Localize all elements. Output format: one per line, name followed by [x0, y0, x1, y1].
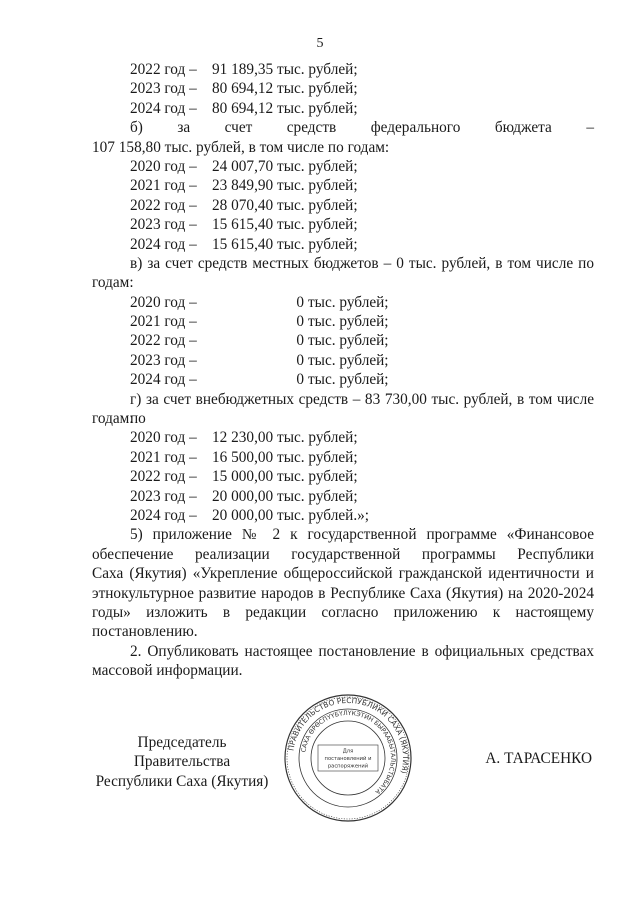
item-5-paragraph: 5) приложение № 2 к государственной программе «Финансовое обеспечение реализации государственной программы Республики Саха (Якутия) «Укрепление общероссийской гражданской идентичности и этнокультурное развитие народов в Республике Саха (Якутия) на 2020-2024 годы» изложить в редакции согласно приложению к настоящему постановлению.	[92, 526, 594, 641]
year-row: 2020 год – 24 007,70 тыс. рублей;	[130, 157, 358, 175]
document-body	[92, 60, 594, 681]
year-row: 2021 год – 0 тыс. рублей;	[130, 313, 389, 331]
seal-center-line3: распоряжений	[327, 763, 369, 770]
seal-outer-text: ПРАВИТЕЛЬСТВО РЕСПУБЛИКИ САХА (ЯКУТИЯ)	[286, 695, 411, 775]
federal-budget-paragraph: б) за счет средств федерального бюджета – 107 158,80 тыс. рублей, в том числе по годам:	[92, 119, 594, 156]
page-number: 5	[316, 36, 324, 51]
year-row: 2022 год – 91 189,35 тыс. рублей;	[130, 61, 358, 78]
item-2-paragraph: 2. Опубликовать настоящее постановление в официальных средствах массовой информации.	[92, 642, 594, 680]
funding-block-top	[92, 60, 594, 118]
funding-block-extra	[92, 428, 594, 525]
extrabudget-paragraph: г) за счет внебюджетных средств – 83 730,00 тыс. рублей, в том числе по годам:	[92, 390, 594, 428]
year-row: 2024 год – 15 615,40 тыс. рублей;	[130, 235, 358, 253]
seal-center-line2: постановлений и	[324, 756, 372, 762]
year-row: 2024 год – 0 тыс. рублей;	[130, 371, 389, 389]
year-row: 2021 год – 23 849,90 тыс. рублей;	[130, 177, 358, 195]
year-row: 2020 год – 12 230,00 тыс. рублей;	[130, 429, 358, 447]
year-row: 2023 год – 0 тыс. рублей;	[130, 351, 389, 369]
year-row: 2020 год – 0 тыс. рублей;	[130, 293, 389, 311]
year-row: 2022 год – 28 070,40 тыс. рублей;	[130, 196, 358, 214]
local-budget-paragraph: в) за счет средств местных бюджетов – 0 тыс. рублей, в том числе по годам:	[92, 254, 594, 292]
year-row: 2023 год – 80 694,12 тыс. рублей;	[130, 80, 358, 98]
funding-block-local	[92, 293, 594, 390]
official-seal-icon	[283, 693, 413, 823]
seal-inner-text: САХА ӨРӨСПҮҮБҮЛҮКЭТИН БЫРААБЫТАЛЬСТЫБАТА	[300, 709, 397, 796]
year-row: 2022 год – 15 000,00 тыс. рублей;	[130, 468, 358, 486]
year-row: 2024 год – 20 000,00 тыс. рублей.»;	[130, 506, 370, 524]
year-row: 2024 год – 80 694,12 тыс. рублей;	[130, 99, 358, 117]
year-row: 2022 год – 0 тыс. рублей;	[130, 332, 389, 350]
funding-block-federal	[92, 157, 594, 254]
year-row: 2021 год – 16 500,00 тыс. рублей;	[130, 448, 358, 466]
year-row: 2023 год – 15 615,40 тыс. рублей;	[130, 216, 358, 234]
signatory-name: А. ТАРАСЕНКО	[485, 750, 592, 767]
seal-center-line1: Для	[342, 748, 354, 755]
signatory-title: Председатель Правительства Республики Саха (Якутия)	[95, 734, 269, 790]
year-row: 2023 год – 20 000,00 тыс. рублей;	[130, 487, 358, 505]
